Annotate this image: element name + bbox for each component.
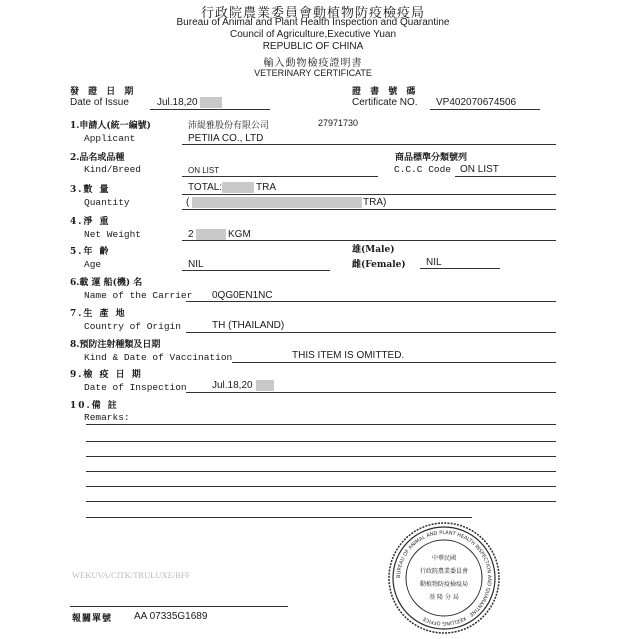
issue-date-redaction bbox=[200, 97, 222, 108]
certificate-title-en: VETERINARY CERTIFICATE bbox=[254, 68, 372, 78]
ccc-label-en: C.C.C Code bbox=[394, 164, 452, 175]
agency-title-cn: 行政院農業委員會動植物防疫檢疫局 bbox=[200, 6, 425, 21]
weight-redaction bbox=[196, 229, 226, 240]
quantity-label-cn: 3.數 量 bbox=[70, 185, 111, 195]
weight-value-prefix: 2 bbox=[188, 229, 194, 240]
male-label: 雄(Male) bbox=[352, 245, 395, 255]
inspection-redaction bbox=[256, 380, 274, 391]
sex-value: NIL bbox=[426, 257, 442, 268]
weight-label-en: Net Weight bbox=[84, 229, 142, 240]
applicant-name-cn: 沛緹雅股份有限公司 bbox=[188, 121, 270, 131]
quantity-label-en: Quantity bbox=[84, 197, 130, 208]
certificate-title-cn: 輸入動物檢疫證明書 bbox=[263, 58, 363, 69]
applicant-id: 27971730 bbox=[318, 118, 359, 128]
quantity-paren-open: ( bbox=[186, 197, 190, 208]
country-title: REPUBLIC OF CHINA bbox=[262, 41, 364, 52]
official-seal bbox=[388, 522, 500, 634]
issue-date-label-cn: 發 證 日 期 bbox=[70, 87, 137, 97]
seal-line-2: 行政院農業委員會 bbox=[419, 568, 469, 575]
certificate-number: VP402070674506 bbox=[436, 97, 517, 108]
quantity-detail-redaction bbox=[192, 197, 362, 208]
ccc-label-cn: 商品標準分類號列 bbox=[395, 153, 468, 163]
origin-label-en: Country of Origin bbox=[84, 321, 181, 332]
age-label-cn: 5.年 齡 bbox=[70, 247, 111, 257]
origin-value: TH (THAILAND) bbox=[212, 320, 285, 331]
certificate-label-en: Certificate NO. bbox=[352, 97, 418, 108]
quantity-total-prefix: TOTAL: bbox=[188, 182, 223, 193]
certificate-label-cn: 證 書 號 碼 bbox=[352, 87, 419, 97]
seal-line-1: 中華民國 bbox=[431, 555, 457, 562]
seal-line-4: 基 隆 分 局 bbox=[429, 594, 459, 601]
seal-ring-text: BUREAU OF ANIMAL AND PLANT HEALTH INSPECTION AND QUARANTINE · KEELUNG OFFICE bbox=[395, 529, 493, 627]
applicant-name-en: PETIIA CO., LTD bbox=[188, 133, 264, 144]
council-title: Council of Agriculture,Executive Yuan bbox=[229, 29, 397, 40]
vaccination-label-cn: 8.預防注射種類及日期 bbox=[70, 340, 161, 350]
inspection-label-en: Date of Inspection bbox=[84, 382, 187, 393]
applicant-label-en: Applicant bbox=[84, 133, 136, 144]
kind-label-en: Kind/Breed bbox=[84, 164, 142, 175]
quantity-total-redaction bbox=[222, 182, 254, 193]
weight-label-cn: 4.淨 重 bbox=[70, 217, 111, 227]
report-label-cn: 報關單號 bbox=[72, 614, 113, 624]
inspection-label-cn: 9.檢 疫 日 期 bbox=[70, 370, 143, 380]
issue-date-value: Jul.18,20 bbox=[157, 97, 198, 108]
issue-date-label-en: Date of Issue bbox=[70, 97, 129, 108]
carrier-label-en: Name of the Carrier bbox=[84, 290, 193, 301]
origin-label-cn: 7.生 產 地 bbox=[70, 309, 127, 319]
age-label-en: Age bbox=[84, 259, 102, 270]
vaccination-value: THIS ITEM IS OMITTED. bbox=[292, 350, 405, 361]
seal-line-3: 動植物防疫檢疫局 bbox=[419, 581, 469, 588]
quantity-paren-close: TRA) bbox=[363, 197, 387, 208]
report-number: AA 07335G1689 bbox=[134, 611, 208, 622]
remarks-label-cn: 10.備 註 bbox=[70, 401, 119, 411]
vaccination-label-en: Kind & Date of Vaccination bbox=[84, 352, 233, 363]
weight-unit: KGM bbox=[228, 229, 251, 240]
carrier-value: 0QG0EN1NC bbox=[212, 290, 273, 301]
kind-label-cn: 2.品名或品種 bbox=[70, 153, 125, 163]
faint-code: WEKUVA/CITK/TRULUXE/BFF bbox=[72, 570, 191, 580]
female-label: 雌(Female) bbox=[352, 260, 406, 270]
remarks-label-en: Remarks: bbox=[84, 412, 130, 423]
applicant-label-cn: 1.申請人(統一編號) bbox=[70, 121, 151, 131]
carrier-label-cn: 6.載 運 船(機) 名 bbox=[70, 278, 143, 288]
kind-value: ON LIST bbox=[188, 166, 220, 175]
quantity-total-unit: TRA bbox=[256, 182, 276, 193]
inspection-value: Jul.18,20 bbox=[212, 380, 253, 391]
age-value: NIL bbox=[188, 259, 204, 270]
agency-title-en: Bureau of Animal and Plant Health Inspection and Quarantine bbox=[176, 17, 450, 28]
ccc-value: ON LIST bbox=[460, 164, 499, 175]
